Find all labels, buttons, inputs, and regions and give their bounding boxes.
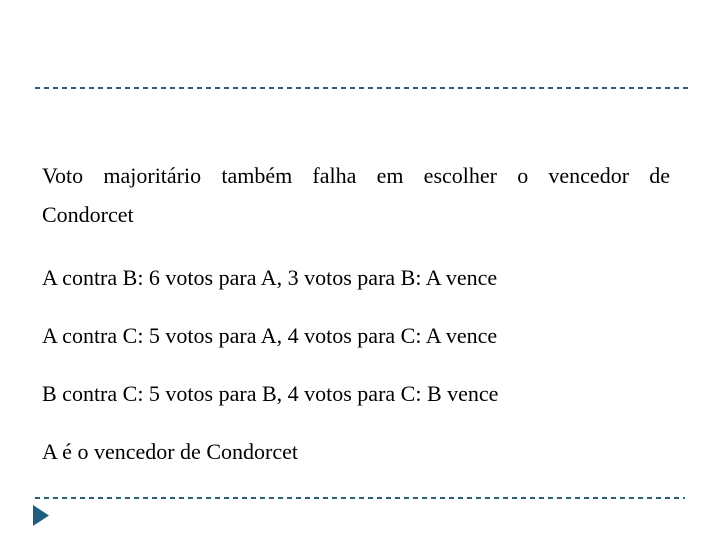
statement-a-vs-b: A contra B: 6 votos para A, 3 votos para B: A vence xyxy=(42,265,498,290)
top-divider-line xyxy=(35,87,688,89)
bottom-divider-line xyxy=(35,497,685,499)
intro-line-1: Voto majoritário também falha em escolher o vencedor de xyxy=(42,163,670,188)
statement-a-vs-c: A contra C: 5 votos para A, 4 votos para C: A vence xyxy=(42,323,498,348)
slide-body xyxy=(42,156,670,490)
paragraph-condorcet-intro xyxy=(42,156,670,234)
statement-condorcet-winner: A é o vencedor de Condorcet xyxy=(42,439,298,464)
intro-line-2: Condorcet xyxy=(42,202,134,227)
statement-b-vs-c: B contra C: 5 votos para B, 4 votos para C: B vence xyxy=(42,381,499,406)
play-triangle-icon xyxy=(33,505,49,526)
